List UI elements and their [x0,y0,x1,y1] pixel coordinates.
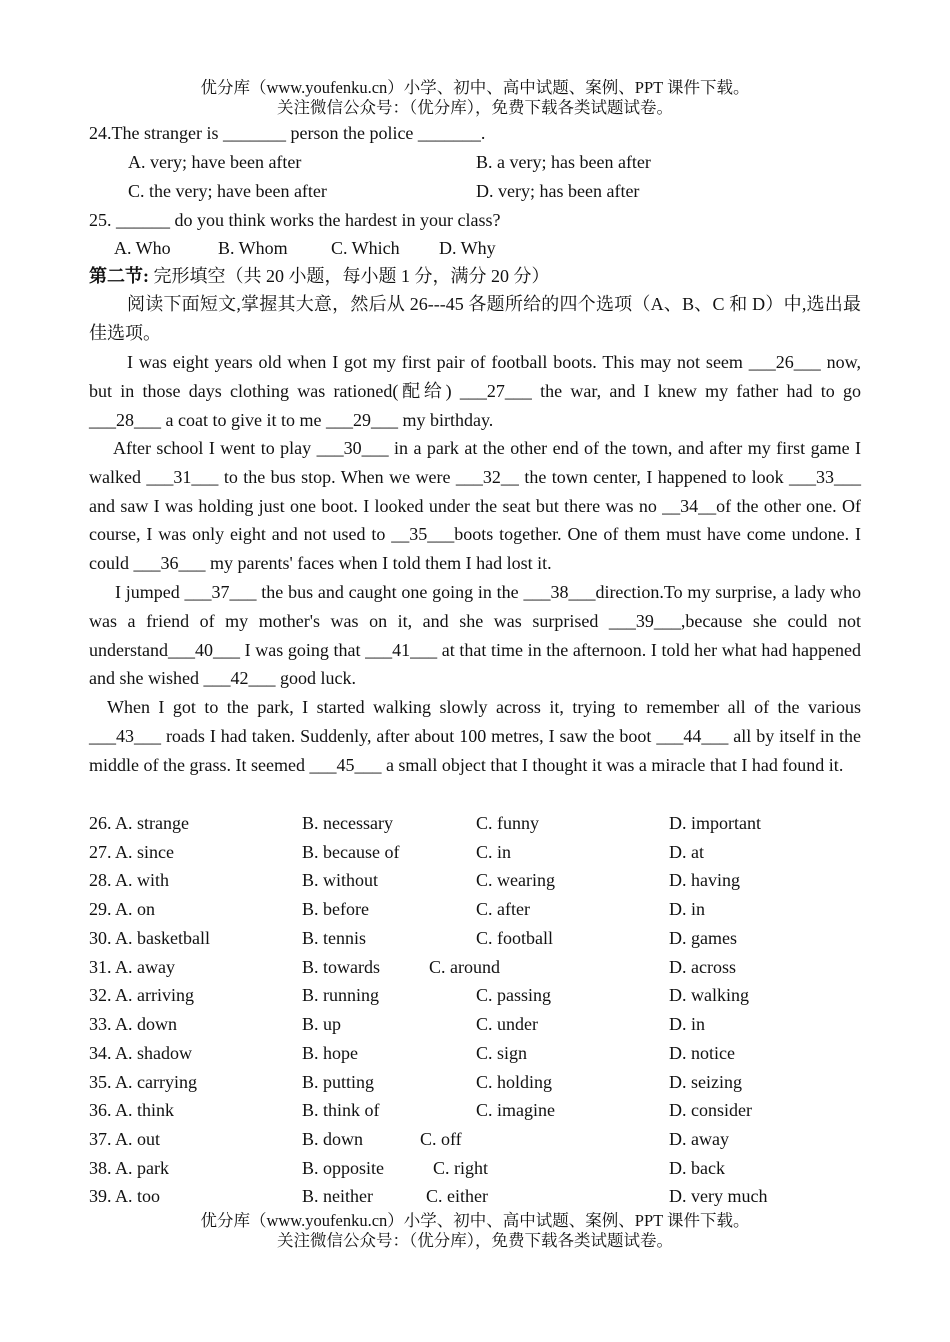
option-a: 33. A. down [89,1014,178,1034]
option-a: 34. A. shadow [89,1043,192,1063]
option-d: D. at [669,842,704,862]
question-25-option-d: D. Why [439,238,496,258]
option-b: B. before [302,899,369,919]
option-c: C. football [476,928,553,948]
option-c: C. after [476,899,530,919]
option-a: 35. A. carrying [89,1072,197,1092]
option-a: 38. A. park [89,1158,169,1178]
option-c: C. off [420,1129,462,1149]
footer-line-1: 优分库（www.youfenku.cn）小学、初中、高中试题、案例、PPT 课件下载。 [200,1211,750,1230]
passage-paragraph-4: When I got to the park, I started walking slowly across it, trying to remember all of the various ___43___ roads I had taken. Suddenly, after about 100 metres, I saw the boot ___44___ all by itself in the middle of the grass. It seemed ___45___ a small object that I thought it was a miracle that I had found it. [89,697,861,775]
section-2-instruction: 阅读下面短文,掌握其大意，然后从 26---45 各题所给的四个选项（A、B、C 和 D）中,选出最佳选项。 [89,294,861,343]
option-b: B. without [302,870,379,890]
passage-paragraph-2: After school I went to play ___30___ in a park at the other end of the town, and after my first game I walked ___31___ to the bus stop. When we were ___32__ the town center, I happened to look ___33___ and saw I was holding just one boot. I looked under the seat but there was no __34__of the other one. Of course, I was only eight and not used to __35___boots together. One of them must have come undone. I could ___36___ my parents' faces when I told them I had lost it. [89,438,861,574]
option-b: B. putting [302,1072,375,1092]
option-c: C. wearing [476,870,555,890]
footer-line-2: 关注微信公众号：（优分库），免费下载各类试题试卷。 [277,1231,673,1250]
option-a: 29. A. on [89,899,156,919]
option-d: D. notice [669,1043,735,1063]
option-d: D. games [669,928,737,948]
option-c: C. in [476,842,512,862]
option-a: 37. A. out [89,1129,161,1149]
option-b: B. tennis [302,928,367,948]
option-d: D. seizing [669,1072,742,1092]
section-2-title: 第二节: [89,266,149,286]
option-d: D. in [669,1014,705,1034]
option-d: D. having [669,870,740,890]
section-2-title-rest: 完形填空（共 20 小题，每小题 1 分，满分 20 分） [149,266,550,286]
question-25-stem: 25. ______ do you think works the hardest in your class? [89,210,501,230]
option-c: C. holding [476,1072,553,1092]
option-a: 27. A. since [89,842,174,862]
passage-paragraph-3: I jumped ___37___ the bus and caught one going in the ___38___direction.To my surprise, a lady who was a friend of my mother's was on it, and she was surprised ___39___,because she could not understand___40___ I was going that ___41___ at that time in the afternoon. I told her what had happened and she wished ___42___ good luck. [89,582,861,689]
option-c: C. around [429,957,500,977]
question-24-option-c: C. the very; have been after [128,181,327,201]
question-24-option-d: D. very; has been after [476,181,640,201]
option-c: C. sign [476,1043,528,1063]
option-a: 32. A. arriving [89,985,194,1005]
question-24-option-b: B. a very; has been after [476,152,651,172]
question-25-option-c: C. Which [331,238,400,258]
option-c: C. either [426,1186,488,1206]
option-c: C. funny [476,813,539,833]
option-b: B. neither [302,1186,373,1206]
option-c: C. passing [476,985,552,1005]
option-b: B. up [302,1014,342,1034]
option-d: D. in [669,899,705,919]
option-d: D. across [669,957,736,977]
option-d: D. back [669,1158,725,1178]
question-25-option-a: A. Who [114,238,171,258]
option-d: D. consider [669,1100,752,1120]
option-b: B. running [302,985,380,1005]
option-c: C. right [433,1158,489,1178]
question-24-stem: 24.The stranger is _______ person the police _______. [89,123,486,143]
option-a: 30. A. basketball [89,928,210,948]
header-line-2: 关注微信公众号：（优分库），免费下载各类试题试卷。 [277,98,673,117]
option-d: D. important [669,813,761,833]
option-a: 28. A. with [89,870,170,890]
option-a: 39. A. too [89,1186,161,1206]
option-b: B. think of [302,1100,380,1120]
option-b: B. because of [302,842,400,862]
option-b: B. down [302,1129,364,1149]
option-d: D. very much [669,1186,768,1206]
option-c: C. imagine [476,1100,555,1120]
question-25-option-b: B. Whom [218,238,288,258]
option-d: D. away [669,1129,729,1149]
option-c: C. under [476,1014,538,1034]
option-b: B. towards [302,957,380,977]
option-b: B. hope [302,1043,358,1063]
section-2-heading [89,265,550,287]
option-a: 26. A. strange [89,813,189,833]
header-line-1: 优分库（www.youfenku.cn）小学、初中、高中试题、案例、PPT 课件下载。 [200,78,750,97]
passage-paragraph-1: I was eight years old when I got my first pair of football boots. This may not seem ___26___ now, but in those days clothing was rationed(配给) ___27___ the war, and I knew my father had to go ___28___ a coat to give it to me ___29___ my birthday. [89,352,861,430]
option-d: D. walking [669,985,749,1005]
option-b: B. opposite [302,1158,385,1178]
option-a: 36. A. think [89,1100,175,1120]
option-b: B. necessary [302,813,393,833]
option-a: 31. A. away [89,957,175,977]
question-24-option-a: A. very; have been after [128,152,302,172]
